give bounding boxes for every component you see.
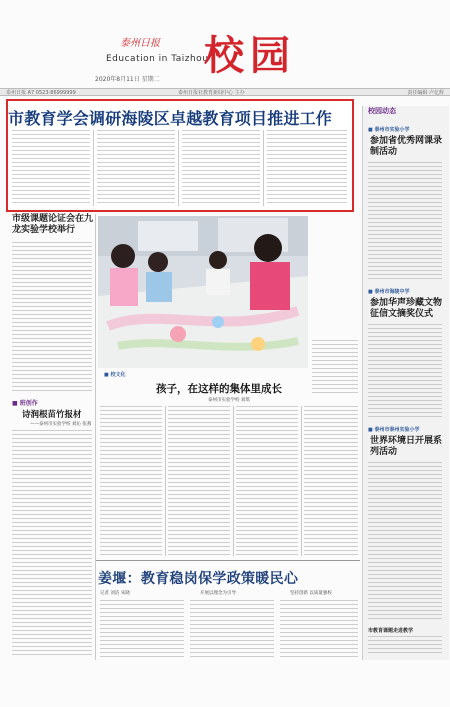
column-divider	[93, 130, 94, 206]
feature-photo	[98, 216, 308, 368]
photo-caption-text	[312, 340, 358, 396]
left-article-sub: ——泰州市实验学校 刘沁 张燕	[30, 422, 92, 427]
sidebar-title-2[interactable]: 参加华声珍藏文物征信文摘奖仪式	[370, 298, 443, 319]
feature-text-col-3	[236, 406, 298, 556]
column-divider	[178, 130, 179, 206]
bottom-headline[interactable]: 姜堰：教育稳岗保学政策暖民心	[98, 571, 299, 587]
topbar-right: 责任编辑 卢亿辉	[407, 90, 444, 96]
headline-text-col-2	[97, 130, 175, 206]
sidebar-section-1: ■ 泰州市实验小学	[368, 127, 410, 133]
left-article-text-2	[12, 430, 92, 658]
sidebar-section-3: ■ 泰州市泰州实验小学	[368, 427, 420, 433]
sidebar-text-4	[368, 636, 442, 656]
sidebar-text-3	[368, 462, 442, 622]
feature-sub: 泰州市实验学校 刘琪	[208, 398, 250, 403]
topbar-left: 泰州日报 A7 0523-86999999	[6, 90, 76, 96]
left-article-title[interactable]: 市级课题论证会在九龙实验学校举行	[12, 214, 94, 235]
children-painting-illustration	[98, 216, 308, 368]
headline-text-col-3	[182, 130, 260, 206]
column-divider	[95, 214, 96, 660]
feature-text-col-2	[168, 406, 230, 556]
masthead-date: 2020年8月11日 星期二	[95, 76, 160, 83]
sidebar-header: 校园动态	[368, 107, 396, 115]
top-info-bar	[0, 88, 450, 96]
headline-text-col-1	[12, 130, 90, 206]
bottom-sub-left: 记者 刘洁 朱晓	[100, 591, 130, 596]
sidebar-bottom-title: 市教育课题走进教学	[368, 628, 414, 634]
left-article-text	[12, 242, 92, 392]
bottom-text-col-2	[190, 600, 274, 660]
feature-title[interactable]: 孩子，在这样的集体里成长	[156, 383, 282, 395]
sidebar-text-1	[368, 162, 442, 282]
masthead-subtitle: Education in Taizhou	[106, 54, 209, 64]
main-headline[interactable]: 市教育学会调研海陵区卓越教育项目推进工作	[8, 109, 333, 128]
topbar-center: 泰州日报社教育新闻中心 主办	[178, 90, 245, 96]
column-divider	[233, 406, 234, 556]
sidebar-title-3[interactable]: 世界环境日开展系列活动	[370, 436, 443, 457]
sidebar-text-2	[368, 324, 442, 420]
column-divider	[301, 406, 302, 556]
sidebar-section-2: ■ 泰州市海陵中学	[368, 289, 410, 295]
bottom-text-col-1	[100, 600, 184, 660]
sidebar-title-1[interactable]: 参加省优秀网课录制活动	[370, 136, 443, 157]
feature-section: ■ 校文化	[104, 372, 126, 378]
masthead-brand: 泰州日报	[120, 38, 160, 49]
left-article-title-2[interactable]: 诗润根苗竹报材	[22, 410, 82, 420]
bottom-sub-right: 坚持创新 以质量强校	[290, 591, 332, 596]
masthead-title: 校园	[204, 32, 296, 79]
bottom-sub-mid: 开展以理念为引导	[200, 591, 236, 596]
left-section: ■ 班创作	[12, 400, 38, 407]
column-divider	[263, 130, 264, 206]
column-divider	[165, 406, 166, 556]
bottom-divider	[96, 560, 360, 561]
feature-text-col-4	[304, 406, 358, 556]
headline-text-col-4	[267, 130, 347, 206]
bottom-text-col-3	[280, 600, 358, 660]
feature-text-col-1	[100, 406, 162, 556]
